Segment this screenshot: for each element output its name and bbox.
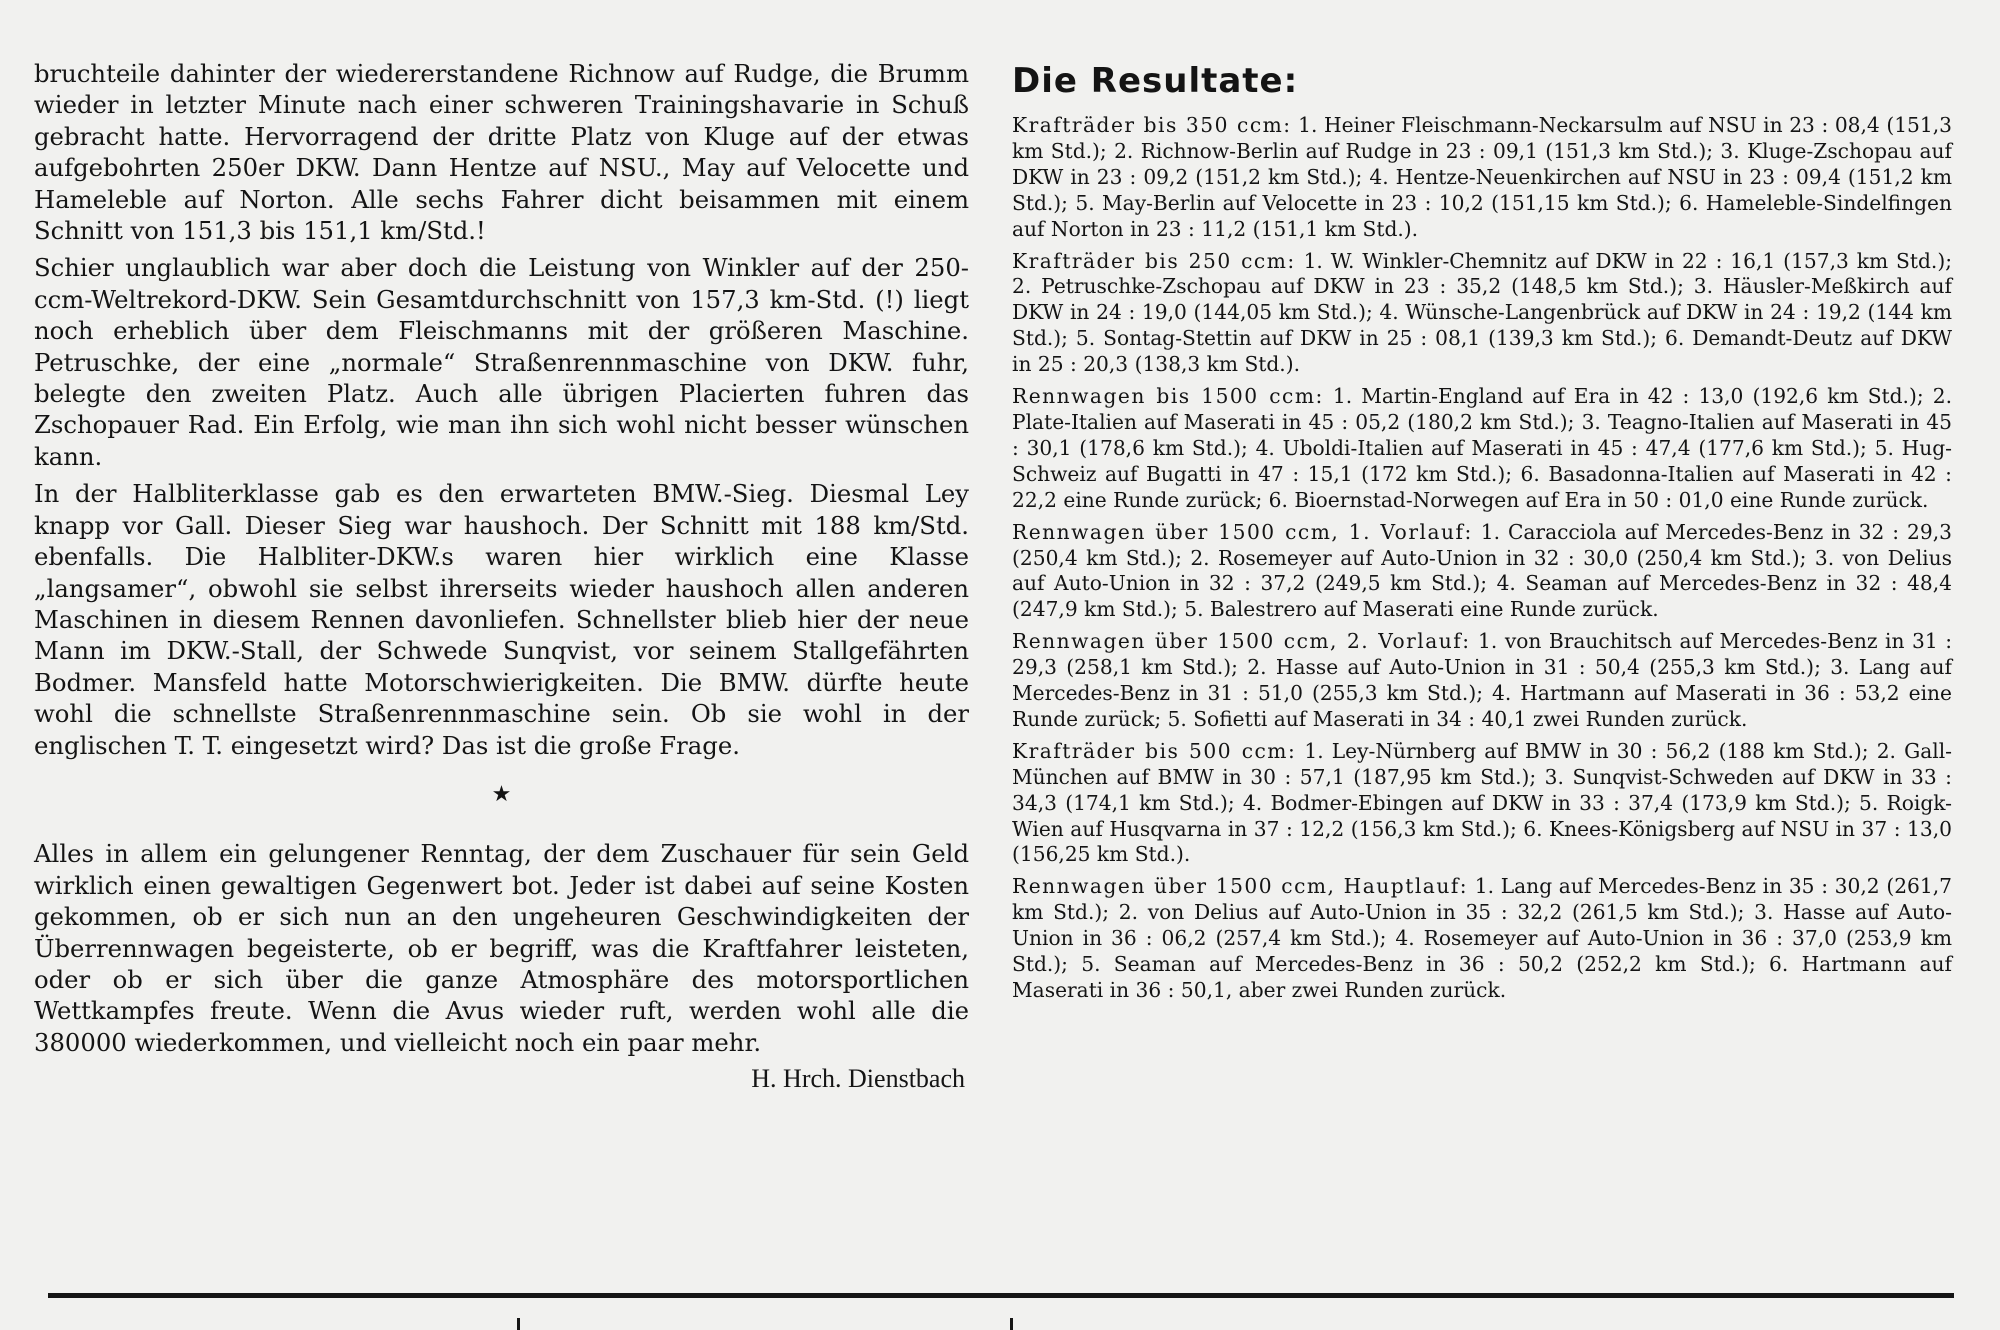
article-paragraph-1: bruchteile dahinter der wiedererstandene Richnow auf Rudge, die Brumm wieder in letzter Minute nach einer schweren Trainingshavarie in Schuß gebracht hatte. Hervorragend der dritte Platz von Kluge auf der etwas aufgebohrten 250er DKW. Dann Hentze auf NSU., May auf Velocette und Hameleble auf Norton. Alle sechs Fahrer dicht beisammen mit einem Schnitt von 151,3 bis 151,1 km/Std.!: [34, 59, 969, 246]
result-entry-hauptlauf: [1012, 874, 1952, 1004]
result-text: 1. Heiner Fleischmann-Neckarsulm auf NSU in 23 : 08,4 (151,3 km Std.); 2. Richnow-Berlin auf Rudge in 23 : 09,1 (151,3 km Std.); 3. Kluge-Zschopau auf DKW in 23 : 09,2 (151,2 km Std.); 4. Hentze-Neuenkirchen auf NSU in 23 : 09,4 (151,2 km Std.); 5. May-Berlin auf Velocette in 23 : 10,2 (151,15 km Std.); 6. Hameleble-Sindelfingen auf Norton in 23 : 11,2 (151,1 km Std.).: [1012, 113, 1952, 241]
result-category: Rennwagen über 1500 ccm, Hauptlauf:: [1012, 874, 1469, 899]
result-entry-rennwagen-bis-1500: [1012, 384, 1952, 514]
results-column: [1012, 58, 1952, 1010]
bottom-rule: [48, 1293, 1954, 1298]
result-text: 1. von Brauchitsch auf Mercedes-Benz in 31 : 29,3 (258,1 km Std.); 2. Hasse auf Auto-Union in 31 : 50,4 (255,3 km Std.); 3. Lang auf Mercedes-Benz in 31 : 51,0 (255,3 km Std.); 4. Hartmann auf Maserati in 36 : 53,2 eine Runde zurück; 5. Sofietti auf Maserati in 34 : 40,1 zwei Runden zurück.: [1012, 629, 1952, 731]
result-text: 1. Caracciola auf Mercedes-Benz in 32 : 29,3 (250,4 km Std.); 2. Rosemeyer auf Auto-Union in 32 : 30,0 (250,4 km Std.); 3. von Delius auf Auto-Union in 32 : 37,2 (249,5 km Std.); 4. Seaman auf Mercedes-Benz in 32 : 48,4 (247,9 km Std.); 5. Balestrero auf Maserati eine Runde zurück.: [1012, 519, 1952, 622]
result-entry-500ccm: [1012, 739, 1952, 869]
article-closing-paragraph: Alles in allem ein gelungener Renntag, der dem Zuschauer für sein Geld wirklich einen gewaltigen Gegenwert bot. Jeder ist dabei auf seine Kosten gekommen, ob er sich nun an den ungeheuren Geschwindigkeiten der Überrennwagen begeisterte, ob er begriff, was die Kraftfahrer leisteten, oder ob er sich über die ganze Atmosphäre des motorsportlichen Wettkampfes freute. Wenn die Avus wieder ruft, werden wohl alle die 380000 wiederkommen, und vielleicht noch ein paar mehr.: [34, 839, 969, 1057]
result-entry-250ccm: [1012, 249, 1952, 379]
result-entry-1-vorlauf: [1012, 520, 1952, 624]
article-paragraph-2: Schier unglaublich war aber doch die Leistung von Winkler auf der 250-ccm-Weltrekord-DKW. Sein Gesamtdurchschnitt von 157,3 km-Std. (!) liegt noch erheblich über dem Fleischmanns mit der größeren Maschine. Petruschke, der eine „normale“ Straßenrennmaschine von DKW. fuhr, belegte den zweiten Platz. Auch alle übrigen Placierten fuhren das Zschopauer Rad. Ein Erfolg, wie man ihn sich wohl nicht besser wünschen kann.: [34, 253, 969, 471]
article-paragraph-3: In der Halbliterklasse gab es den erwarteten BMW.-Sieg. Diesmal Ley knapp vor Gall. Dieser Sieg war haushoch. Der Schnitt mit 188 km/Std. ebenfalls. Die Halbliter-DKW.s waren hier wirklich eine Klasse „langsamer“, obwohl sie selbst ihrerseits wieder haushoch allen anderen Maschinen in diesem Rennen davonliefen. Schnellster blieb hier der neue Mann im DKW.-Stall, der Schwede Sunqvist, vor seinem Stallgefährten Bodmer. Mansfeld hatte Motorschwierigkeiten. Die BMW. dürfte heute wohl die schnellste Straßenrennmaschine sein. Ob sie wohl in der englischen T. T. eingesetzt wird? Das ist die große Frage.: [34, 479, 969, 760]
result-category: Rennwagen bis 1500 ccm:: [1012, 384, 1324, 409]
result-category: Rennwagen über 1500 ccm, 2. Vorlauf:: [1012, 629, 1471, 654]
column-tick-mark: [517, 1318, 520, 1330]
result-text: 1. Martin-England auf Era in 42 : 13,0 (192,6 km Std.); 2. Plate-Italien auf Maserati in 45 : 05,2 (180,2 km Std.); 3. Teagno-Italien auf Maserati in 45 : 30,1 (178,6 km Std.); 4. Uboldi-Italien auf Maserati in 45 : 47,4 (177,6 km Std.); 5. Hug-Schweiz auf Bugatti in 47 : 15,1 (172 km Std.); 6. Basadonna-Italien auf Maserati in 42 : 22,2 eine Runde zurück; 6. Bioernstad-Norwegen auf Era in 50 : 01,0 eine Runde zurück.: [1012, 384, 1953, 512]
result-text: 1. W. Winkler-Chemnitz auf DKW in 22 : 16,1 (157,3 km Std.); 2. Petruschke-Zschopau auf DKW in 23 : 35,2 (148,5 km Std.); 3. Häusler-Meßkirch auf DKW in 24 : 19,0 (144,05 km Std.); 4. Wünsche-Langenbrück auf DKW in 24 : 19,2 (144 km Std.); 5. Sontag-Stettin auf DKW in 25 : 08,1 (139,3 km Std.); 6. Demandt-Deutz auf DKW in 25 : 20,3 (138,3 km Std.).: [1012, 248, 1953, 377]
result-category: Krafträder bis 500 ccm:: [1012, 738, 1297, 763]
result-entry-350ccm: [1012, 113, 1952, 243]
result-category: Krafträder bis 250 ccm:: [1012, 248, 1296, 273]
article-column: [34, 58, 969, 1094]
section-separator-star: ★: [491, 781, 512, 807]
result-category: Krafträder bis 350 ccm:: [1012, 113, 1292, 137]
author-byline: H. Hrch. Dienstbach: [751, 1064, 965, 1094]
result-entry-2-vorlauf: [1012, 629, 1952, 733]
result-category: Rennwagen über 1500 ccm, 1. Vorlauf:: [1012, 519, 1473, 544]
column-tick-mark: [1010, 1318, 1013, 1330]
results-heading: Die Resultate:: [1012, 61, 1299, 101]
result-text: 1. Lang auf Mercedes-Benz in 35 : 30,2 (261,7 km Std.); 2. von Delius auf Auto-Union in 35 : 32,2 (261,5 km Std.); 3. Hasse auf Auto-Union in 36 : 06,2 (257,4 km Std.); 4. Rosemeyer auf Auto-Union in 36 : 37,0 (253,9 km Std.); 5. Seaman auf Mercedes-Benz in 36 : 50,2 (252,2 km Std.); 6. Hartmann auf Maserati in 36 : 50,1, aber zwei Runden zurück.: [1012, 874, 1952, 1002]
result-text: 1. Ley-Nürnberg auf BMW in 30 : 56,2 (188 km Std.); 2. Gall-München auf BMW in 30 : 57,1 (187,95 km Std.); 3. Sunqvist-Schweden auf DKW in 33 : 34,3 (174,1 km Std.); 4. Bodmer-Ebingen auf DKW in 33 : 37,4 (173,9 km Std.); 5. Roigk-Wien auf Husqvarna in 37 : 12,2 (156,3 km Std.); 6. Knees-Königsberg auf NSU in 37 : 13,0 (156,25 km Std.).: [1012, 738, 1952, 867]
